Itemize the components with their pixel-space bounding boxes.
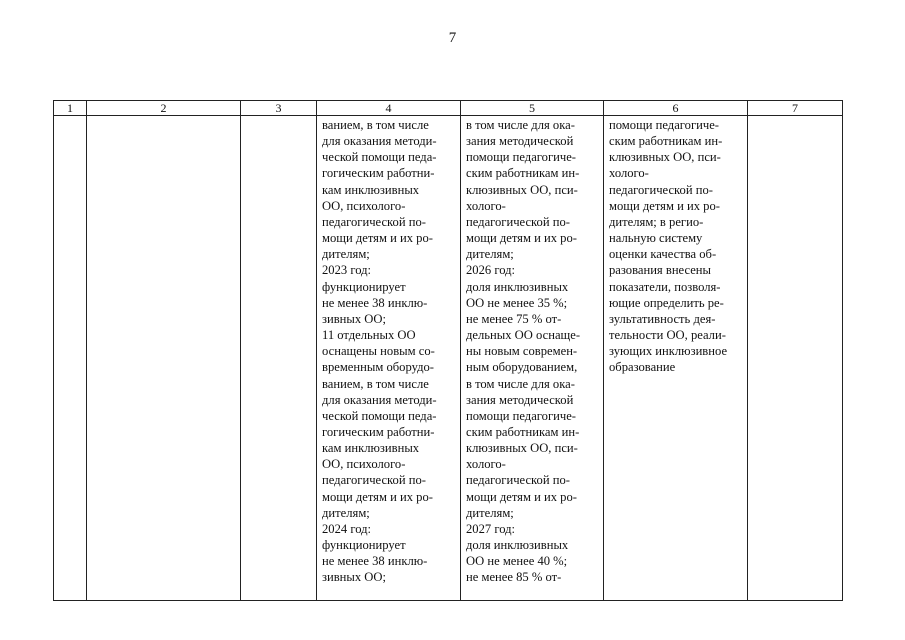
header-col-7: 7 — [748, 101, 843, 116]
cell-text-line: зующих инклюзивное — [609, 344, 728, 359]
cell-text-line: помощи педагогиче- — [466, 408, 576, 423]
cell-col-1 — [54, 116, 87, 601]
cell-text-line: зивных ОО; — [322, 570, 386, 585]
cell-text-line: оснащены новым со- — [322, 344, 435, 359]
cell-text-line: ским работникам ин- — [609, 134, 723, 149]
cell-text-line: дителям; в регио- — [609, 214, 704, 229]
cell-text-line: в том числе для ока- — [466, 376, 575, 391]
cell-text-line: доля инклюзивных — [466, 279, 569, 294]
cell-text-line: нальную систему — [609, 231, 703, 246]
cell-text-line: не менее 38 инклю- — [322, 554, 428, 569]
cell-text-line: дителям; — [322, 247, 370, 262]
cell-text-line: кам инклюзивных — [322, 182, 420, 197]
cell-text-line: 2024 год: — [322, 521, 372, 536]
table-row — [54, 116, 843, 601]
header-col-4: 4 — [317, 101, 461, 116]
cell-text-line: клюзивных ОО, пси- — [466, 441, 578, 456]
cell-text-line: ОО не менее 35 %; — [466, 295, 568, 310]
cell-text-line: дителям; — [466, 247, 514, 262]
cell-text-line: разования внесены — [609, 263, 711, 278]
cell-text-line: образование — [609, 360, 676, 375]
cell-text-line: гогическим работни- — [322, 166, 435, 181]
cell-text-line: доля инклюзивных — [466, 538, 569, 553]
cell-text-line: мощи детям и их ро- — [609, 198, 720, 213]
cell-text-line: 2027 год: — [466, 521, 516, 536]
cell-text-line: ны новым современ- — [466, 344, 578, 359]
cell-text-line: ческой помощи педа- — [322, 150, 437, 165]
cell-text-line: мощи детям и их ро- — [466, 489, 577, 504]
cell-text-line: ским работникам ин- — [466, 166, 580, 181]
cell-text-line: 2023 год: — [322, 263, 372, 278]
cell-text-line: функционирует — [322, 538, 406, 553]
cell-col-5 — [461, 116, 604, 601]
cell-text-line: ванием, в том числе — [322, 376, 429, 391]
cell-col-2 — [87, 116, 241, 601]
cell-text-line: ным оборудованием, — [466, 360, 578, 375]
cell-text-line: для оказания методи- — [322, 392, 437, 407]
cell-text-line: 11 отдельных ОО — [322, 328, 416, 343]
cell-text-line: педагогической по- — [322, 214, 426, 229]
cell-text-line: не менее 38 инклю- — [322, 295, 428, 310]
header-col-3: 3 — [241, 101, 317, 116]
cell-text-line: мощи детям и их ро- — [466, 231, 577, 246]
cell-text-line: педагогической по- — [609, 182, 713, 197]
cell-text-line: ОО, психолого- — [322, 198, 406, 213]
cell-col-3 — [241, 116, 317, 601]
cell-text-line: оценки качества об- — [609, 247, 717, 262]
cell-text-line: ОО не менее 40 %; — [466, 554, 568, 569]
cell-text-line: помощи педагогиче- — [609, 118, 719, 132]
cell-col-7 — [748, 116, 843, 601]
cell-col-4 — [317, 116, 461, 601]
cell-text-line: функционирует — [322, 279, 406, 294]
cell-text-line: зания методической — [466, 134, 574, 149]
header-col-2: 2 — [87, 101, 241, 116]
cell-text-line: гогическим работни- — [322, 424, 435, 439]
cell-text-line: дельных ОО оснаще- — [466, 328, 581, 343]
cell-text-line: клюзивных ОО, пси- — [466, 182, 578, 197]
cell-text-line: для оказания методи- — [322, 134, 437, 149]
cell-text-line: холого- — [466, 457, 506, 472]
cell-text-line: зивных ОО; — [322, 311, 386, 326]
cell-text-line: педагогической по- — [322, 473, 426, 488]
header-col-1: 1 — [54, 101, 87, 116]
cell-text-line: холого- — [466, 198, 506, 213]
cell-text-line: временным оборудо- — [322, 360, 434, 375]
cell-text-line: зания методической — [466, 392, 574, 407]
cell-text-line: ванием, в том числе — [322, 118, 429, 132]
page-number: 7 — [448, 30, 457, 46]
cell-text-line: педагогической по- — [466, 473, 570, 488]
header-col-5: 5 — [461, 101, 604, 116]
cell-text-line: тельности ОО, реали- — [609, 328, 726, 343]
cell-text-line: в том числе для ока- — [466, 118, 575, 132]
cell-text-line: ОО, психолого- — [322, 457, 406, 472]
cell-text-line: 2026 год: — [466, 263, 516, 278]
cell-text-line: ющие определить ре- — [609, 295, 724, 310]
cell-text-line: дителям; — [466, 505, 514, 520]
cell-text-line: мощи детям и их ро- — [322, 231, 433, 246]
cell-text-line: педагогической по- — [466, 214, 570, 229]
cell-text-line: показатели, позволя- — [609, 279, 721, 294]
header-row — [54, 101, 843, 116]
cell-text-line: зультативность дея- — [609, 311, 716, 326]
cell-text-line: ским работникам ин- — [466, 424, 580, 439]
cell-text-line: не менее 75 % от- — [466, 311, 562, 326]
cell-text-line: не менее 85 % от- — [466, 570, 562, 585]
cell-text-line: холого- — [609, 166, 649, 181]
cell-text-line: дителям; — [322, 505, 370, 520]
cell-text-line: клюзивных ОО, пси- — [609, 150, 721, 165]
cell-text-line: кам инклюзивных — [322, 441, 420, 456]
cell-text-line: ческой помощи педа- — [322, 408, 437, 423]
cell-text-line: мощи детям и их ро- — [322, 489, 433, 504]
header-col-6: 6 — [604, 101, 748, 116]
cell-col-6 — [604, 116, 748, 601]
cell-text-line: помощи педагогиче- — [466, 150, 576, 165]
data-table — [53, 100, 843, 601]
